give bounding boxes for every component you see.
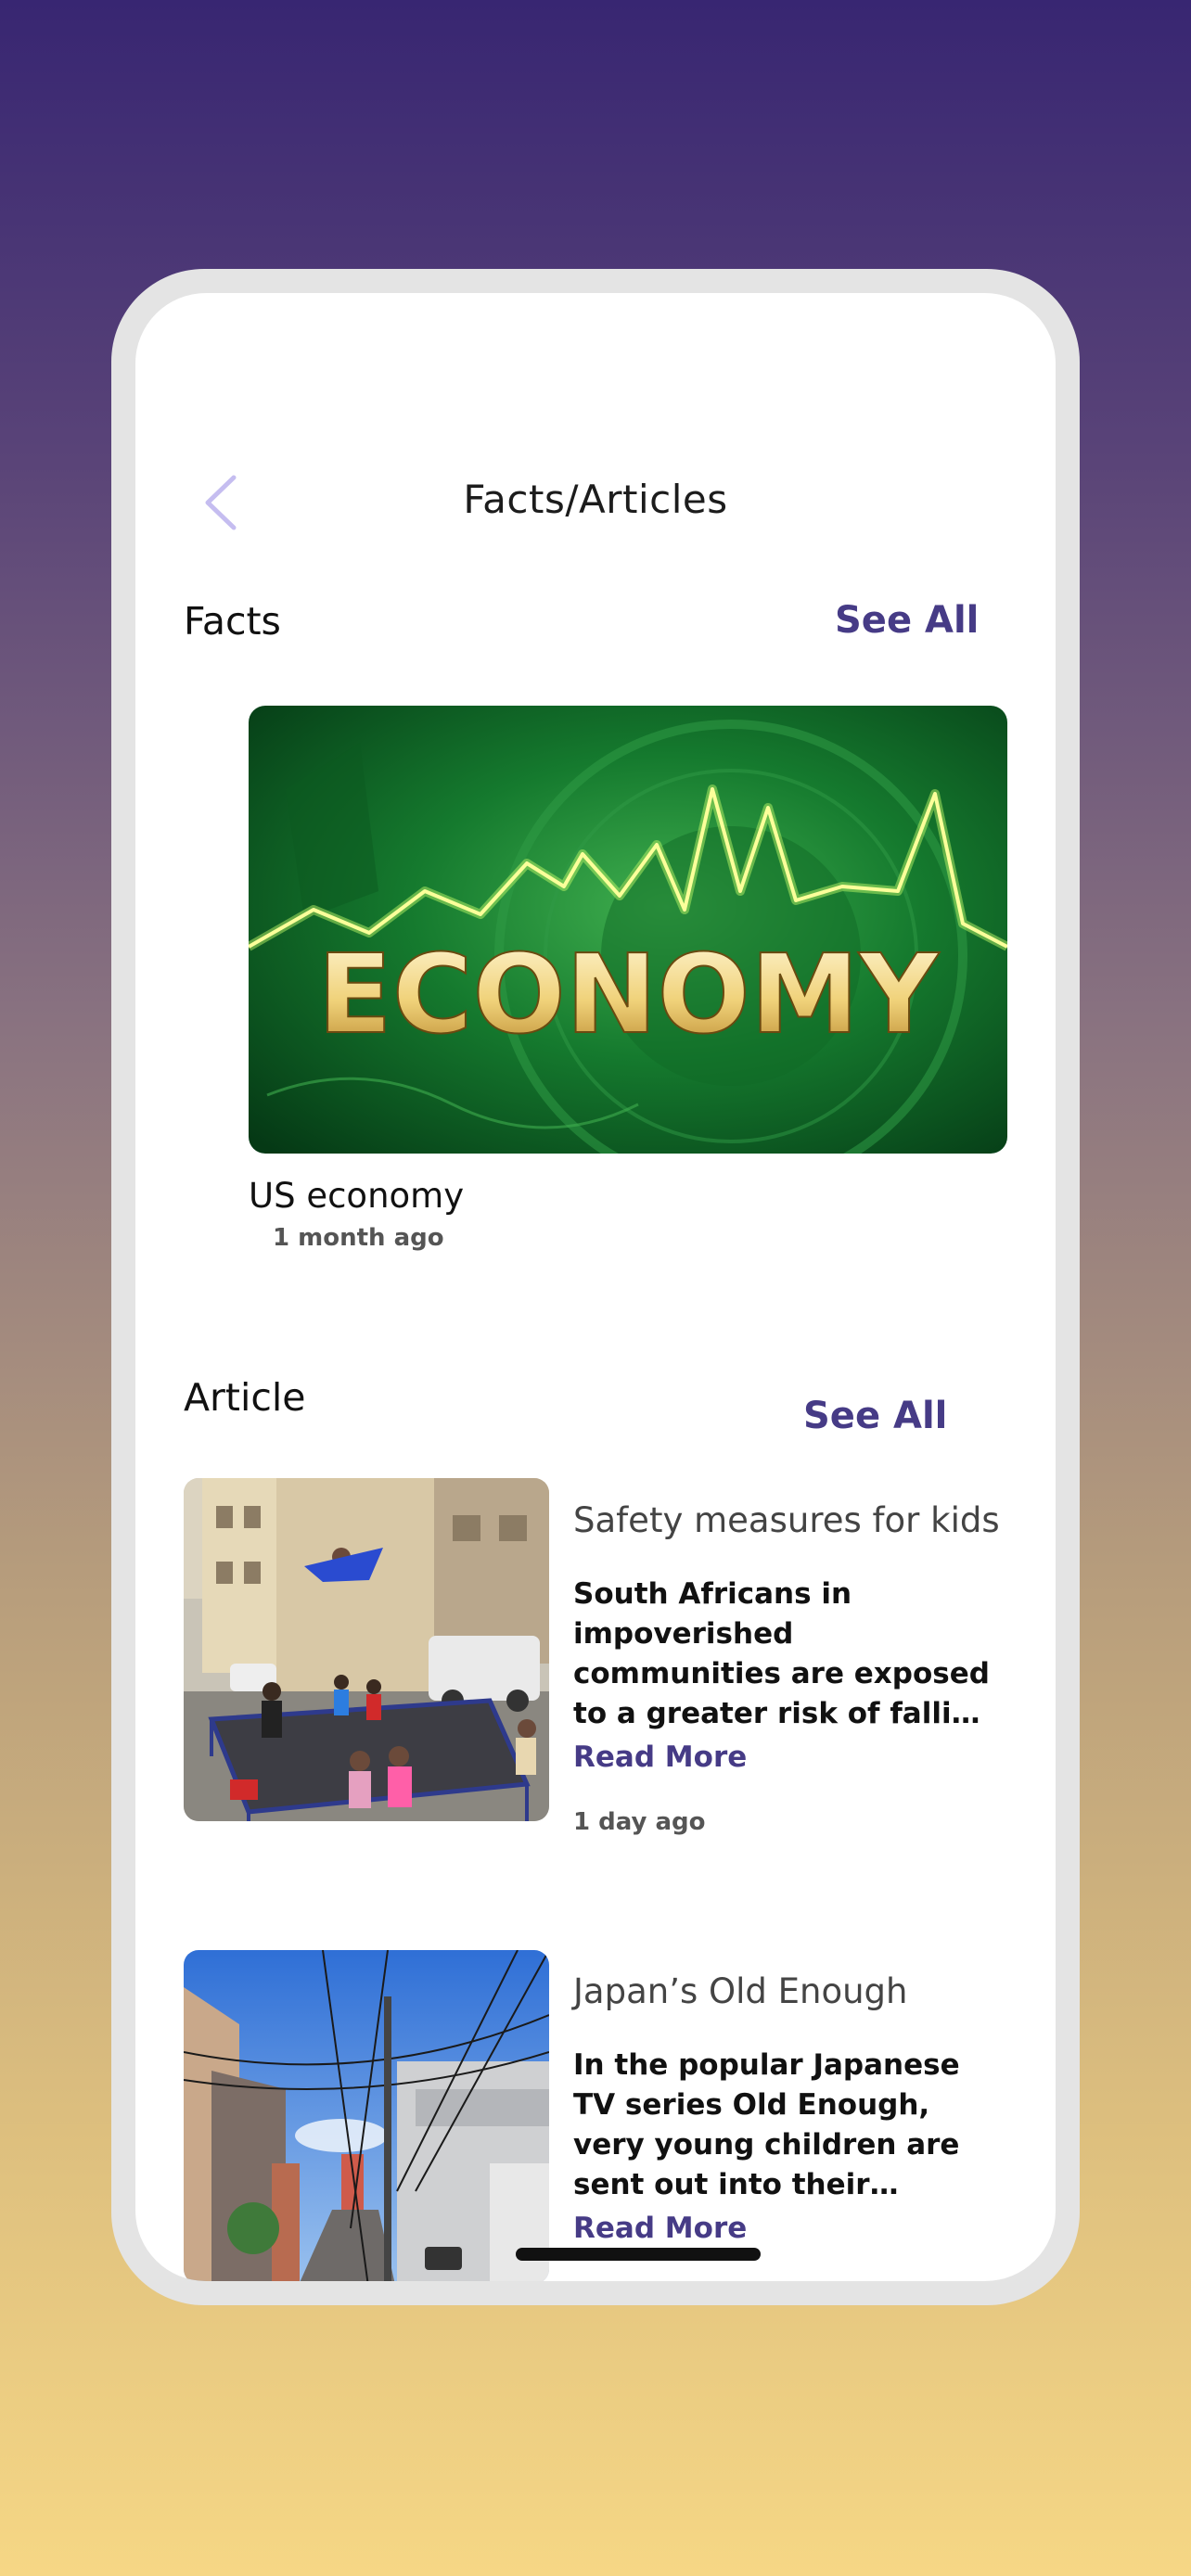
header — [135, 460, 1056, 545]
read-more-link[interactable]: Read More — [573, 2212, 748, 2245]
app-screen — [135, 293, 1056, 2281]
article-image-street[interactable] — [184, 1950, 549, 2281]
trampoline-photo — [184, 1478, 549, 1821]
fact-timestamp: 1 month ago — [273, 1224, 444, 1252]
read-more-link[interactable]: Read More — [573, 1741, 748, 1774]
article-excerpt: South Africans in impoverished communities are exposed to a greater risk of falling — [573, 1577, 992, 1730]
fact-card-image[interactable] — [249, 706, 1007, 1154]
facts-see-all-link[interactable]: See All — [835, 599, 980, 642]
fact-title[interactable]: US economy — [249, 1176, 465, 1216]
phone-frame — [111, 269, 1080, 2305]
article-excerpt: In the popular Japanese TV series Old Enough, very young children are sent out into their — [573, 2048, 960, 2201]
home-indicator[interactable] — [516, 2248, 761, 2261]
article-image-trampoline[interactable] — [184, 1478, 549, 1821]
article-title[interactable]: Japan’s Old Enough — [573, 1971, 908, 2011]
facts-section-title: Facts — [184, 599, 281, 644]
article-section-title: Article — [184, 1375, 306, 1420]
articles-see-all-link[interactable]: See All — [803, 1395, 948, 1437]
article-title[interactable]: Safety measures for kids — [573, 1500, 1000, 1540]
page-title: Facts/Articles — [463, 477, 728, 522]
article-timestamp: 1 day ago — [573, 1808, 706, 1836]
street-photo — [184, 1950, 549, 2281]
economy-image — [249, 706, 1007, 1154]
fact-image-text: ECONOMY — [317, 930, 939, 1058]
